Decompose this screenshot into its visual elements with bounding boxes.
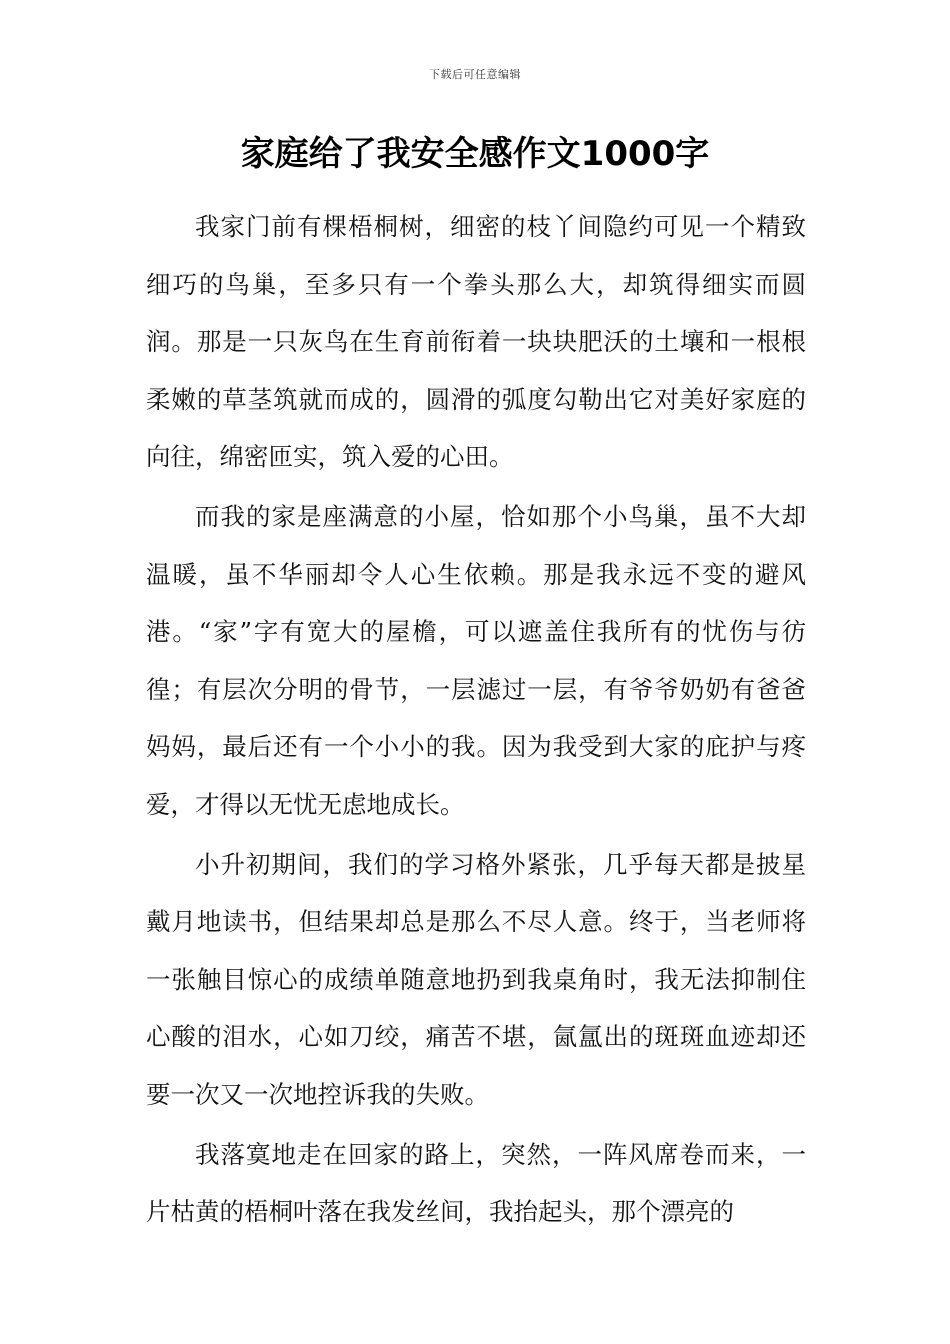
document-title: 家庭给了我安全感作文1000字 [240, 134, 710, 174]
document-body [146, 198, 806, 1243]
paragraph-2: 而我的家是座满意的小屋，恰如那个小鸟巢，虽不大却温暖，虽不华丽却令人心生依赖。那是我永远不变的避风港。“家”字有宽大的屋檐，可以遮盖住我所有的忧伤与彷徨；有层次分明的骨节，一层滤过一层，有爷爷奶奶有爸爸妈妈，最后还有一个小小的我。因为我受到大家的庇护与疼爱，才得以无忧无虑地成长。 [146, 501, 806, 819]
paragraph-4: 我落寞地走在回家的路上，突然，一阵风席卷而来，一片枯黄的梧桐叶落在我发丝间，我抬起头，那个漂亮的 [146, 1139, 806, 1227]
header-note: 下载后可任意编辑 [429, 68, 521, 81]
paragraph-1: 我家门前有棵梧桐树，细密的枝丫间隐约可见一个精致细巧的鸟巢，至多只有一个拳头那么大，却筑得细实而圆润。那是一只灰鸟在生育前衔着一块块肥沃的土壤和一根根柔嫩的草茎筑就而成的，圆滑的弧度勾勒出它对美好家庭的向往，绵密匝实，筑入爱的心田。 [146, 212, 806, 472]
paragraph-3: 小升初期间，我们的学习格外紧张，几乎每天都是披星戴月地读书，但结果却总是那么不尽人意。终于，当老师将一张触目惊心的成绩单随意地扔到我桌角时，我无法抑制住心酸的泪水，心如刀绞，痛苦不堪，氤氲出的斑斑血迹却还要一次又一次地控诉我的失败。 [146, 849, 806, 1109]
